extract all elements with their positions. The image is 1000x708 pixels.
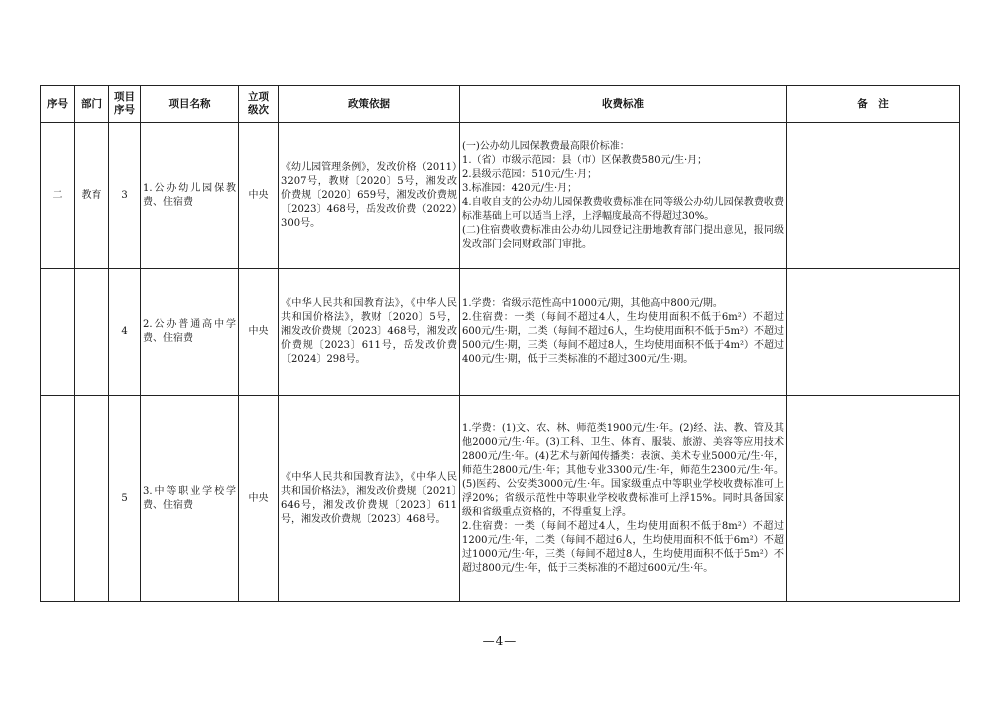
cell-policy: 《中华人民共和国教育法》，《中华人民共和国价格法》，湘发改价费规〔2021〕646号，湘发改价费规〔2023〕611号，湘发改价费规〔2023〕468号。 xyxy=(279,396,460,602)
cell-remarks xyxy=(787,396,960,602)
cell-remarks xyxy=(787,269,960,396)
header-level: 立项 级次 xyxy=(239,86,279,123)
cell-item-seq: 3 xyxy=(109,123,141,269)
header-remarks: 备 注 xyxy=(787,86,960,123)
table-header-row xyxy=(41,86,960,123)
cell-item-name: 2.公办普通高中学费、住宿费 xyxy=(141,269,239,396)
cell-level: 中央 xyxy=(239,396,279,602)
cell-item-name: 1.公办幼儿园保教费、住宿费 xyxy=(141,123,239,269)
table-row xyxy=(41,269,960,396)
cell-fee-standard: 1.学费：(1)文、农、林、师范类1900元/生·年。(2)经、法、教、管及其他2000元/生·年。(3)工科、卫生、体育、服装、旅游、美容等应用技术2800元/生·年。(4)艺术与新闻传播类：表演、美术专业5000元/生·年，师范生2800元/生·年；其他专业3300元/生·年，师范生2300元/生·年。(5)医药、公安类3000元/生·年。国家级重点中等职业学校收费标准可上浮20%；省级示范性中等职业学校收费标准可上浮15%。同时具备国家级和省级重点资格的，不得重复上浮。 2.住宿费：一类（每间不超过4人，生均使用面积不低于8m²）不超过1200元/生·年，二类（每间不超过6人，生均使用面积不低于6m²）不超过1000元/生·年，三类（每间不超过8人，生均使用面积不低于5m²）不超过800元/生·年，低于三类标准的不超过600元/生·年。 xyxy=(460,396,787,602)
header-item-name: 项目名称 xyxy=(141,86,239,123)
cell-seq xyxy=(41,269,75,396)
cell-item-seq: 4 xyxy=(109,269,141,396)
header-seq: 序号 xyxy=(41,86,75,123)
cell-item-seq: 5 xyxy=(109,396,141,602)
cell-fee-standard: (一)公办幼儿园保教费最高限价标准： 1.（省）市级示范园：县（市）区保教费580元/生·月； 2.县级示范园：510元/生·月； 3.标准园：420元/生·月； 4.自收自支的公办幼儿园保教费收费标准在同等级公办幼儿园保教费收费标准基础上可以适当上浮，上浮幅度最高不得超过30%。 (二)住宿费收费标准由公办幼儿园登记注册地教育部门提出意见，报同级发改部门会同财政部门审批。 xyxy=(460,123,787,269)
header-dept: 部门 xyxy=(75,86,109,123)
table-row xyxy=(41,123,960,269)
cell-fee-standard: 1.学费：省级示范性高中1000元/期，其他高中800元/期。 2.住宿费：一类（每间不超过4人，生均使用面积不低于6m²）不超过600元/生·期，二类（每间不超过6人，生均使用面积不低于5m²）不超过500元/生·期，三类（每间不超过8人，生均使用面积不低于4m²）不超过400元/生·期，低于三类标准的不超过300元/生·期。 xyxy=(460,269,787,396)
cell-seq: 二 xyxy=(41,123,75,269)
header-fee-standard: 收费标准 xyxy=(460,86,787,123)
cell-level: 中央 xyxy=(239,269,279,396)
cell-dept xyxy=(75,269,109,396)
cell-dept: 教育 xyxy=(75,123,109,269)
cell-policy: 《幼儿园管理条例》，发改价格（2011）3207号，教财〔2020〕5号，湘发改价费规〔2020〕659号，湘发改价费规〔2023〕468号，岳发改价费（2022）300号。 xyxy=(279,123,460,269)
cell-item-name: 3.中等职业学校学费、住宿费 xyxy=(141,396,239,602)
cell-dept xyxy=(75,396,109,602)
cell-policy: 《中华人民共和国教育法》，《中华人民共和国价格法》，教财〔2020〕5号，湘发改价费规〔2023〕468号，湘发改价费规〔2023〕611号，岳发改价费〔2024〕298号。 xyxy=(279,269,460,396)
cell-seq xyxy=(41,396,75,602)
header-item-seq: 项目 序号 xyxy=(109,86,141,123)
cell-remarks xyxy=(787,123,960,269)
cell-level: 中央 xyxy=(239,123,279,269)
header-policy: 政策依据 xyxy=(279,86,460,123)
fee-table xyxy=(40,85,960,602)
table-row xyxy=(41,396,960,602)
page-number: —4— xyxy=(482,634,518,648)
